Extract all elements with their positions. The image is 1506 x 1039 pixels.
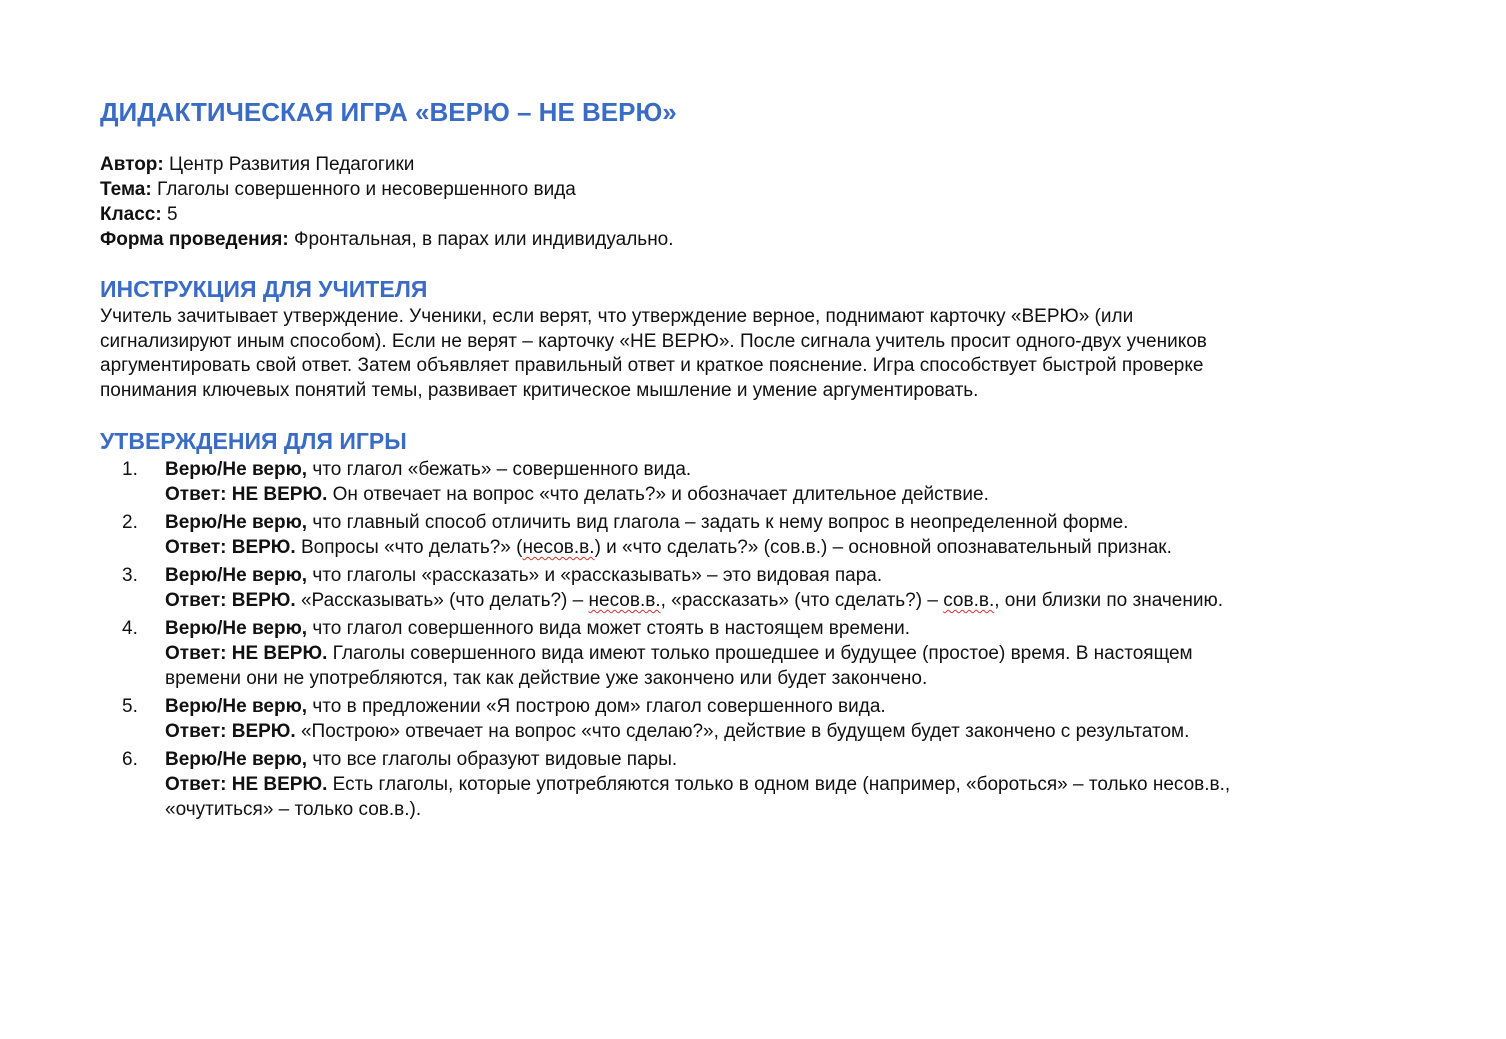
statement-text: что главный способ отличить вид глагола – задать к нему вопрос в неопределенной форме.: [307, 512, 1129, 533]
meta-value: 5: [166, 204, 178, 225]
answer-text: Глаголы совершенного вида имеют только прошедшее и будущее (простое) время. В настоящем: [327, 643, 1193, 664]
instructions-heading: ИНСТРУКЦИЯ ДЛЯ УЧИТЕЛЯ: [100, 276, 428, 302]
item-number: 1.: [122, 459, 138, 480]
list-item: [100, 694, 1406, 744]
answer-text: , они близки по значению.: [994, 590, 1223, 611]
item-answer-continued: «очутиться» – только сов.в.).: [165, 799, 422, 820]
answer-label: Ответ: ВЕРЮ.: [165, 721, 296, 742]
answer-label: Ответ: НЕ ВЕРЮ.: [165, 643, 328, 664]
statements-list: [100, 457, 1406, 822]
instructions-line: Учитель зачитывает утверждение. Ученики, если верят, что утверждение верное, поднимают карточку «ВЕРЮ» (или: [100, 306, 1134, 327]
answer-label: Ответ: ВЕРЮ.: [165, 590, 296, 611]
statement-text: что глаголы «рассказать» и «рассказывать» – это видовая пара.: [307, 565, 883, 586]
list-item: [100, 616, 1406, 691]
statement-text: что в предложении «Я построю дом» глагол совершенного вида.: [307, 696, 886, 717]
meta-label: Класс:: [100, 204, 162, 225]
item-answer: [165, 719, 1406, 744]
statement-prefix: Верю/Не верю,: [165, 618, 308, 639]
item-answer: [165, 535, 1406, 560]
item-statement: [165, 457, 1406, 482]
statements-heading: УТВЕРЖДЕНИЯ ДЛЯ ИГРЫ: [100, 428, 407, 454]
item-number: 3.: [122, 565, 138, 586]
meta-label: Форма проведения:: [100, 229, 289, 250]
meta-topic: [100, 177, 1406, 202]
meta-grade: [100, 202, 1406, 227]
statement-prefix: Верю/Не верю,: [165, 696, 308, 717]
meta-format: [100, 227, 1406, 252]
item-statement: [165, 510, 1406, 535]
meta-value: Центр Развития Педагогики: [169, 154, 415, 175]
answer-text: ) и «что сделать?» (сов.в.) – основной опознавательный признак.: [594, 537, 1172, 558]
list-item: [100, 563, 1406, 613]
instructions-line: аргументировать свой ответ. Затем объявляет правильный ответ и краткое пояснение. Игра способствует быстрой проверке: [100, 355, 1204, 376]
meta-label: Тема:: [100, 179, 152, 200]
list-item: [100, 747, 1406, 822]
spellcheck-word: несов.в.: [522, 537, 595, 558]
meta-label: Автор:: [100, 154, 164, 175]
instructions-line: сигнализируют иным способом). Если не верят – карточку «НЕ ВЕРЮ». После сигнала учитель просит одного-двух учеников: [100, 330, 1207, 352]
answer-text: Есть глаголы, которые употребляются только в одном виде (например, «бороться» – только несов.в.,: [327, 774, 1231, 795]
item-answer: [165, 482, 1406, 507]
document-title: ДИДАКТИЧЕСКАЯ ИГРА «ВЕРЮ – НЕ ВЕРЮ»: [100, 97, 677, 127]
item-statement: [165, 747, 1406, 772]
item-number: 6.: [122, 749, 138, 770]
meta-value: Глаголы совершенного и несовершенного вида: [156, 179, 576, 200]
item-answer: [165, 641, 1406, 666]
list-item: [100, 510, 1406, 560]
instructions-paragraph: [100, 305, 1406, 403]
spellcheck-word: сов.в.: [943, 590, 995, 611]
answer-text: «Рассказывать» (что делать?) –: [295, 590, 589, 611]
item-answer-continued: времени они не употребляются, так как действие уже закончено или будет закончено.: [165, 668, 928, 689]
answer-label: Ответ: НЕ ВЕРЮ.: [165, 484, 328, 505]
instructions-line: понимания ключевых понятий темы, развивает критическое мышление и умение аргументировать.: [100, 379, 979, 401]
spellcheck-word: несов.в.: [588, 590, 661, 611]
statement-prefix: Верю/Не верю,: [165, 565, 308, 586]
answer-text: Вопросы «что делать?» (: [295, 537, 523, 558]
item-number: 5.: [122, 696, 138, 717]
statement-text: что глагол совершенного вида может стоять в настоящем времени.: [307, 618, 911, 639]
item-number: 2.: [122, 512, 138, 533]
item-number: 4.: [122, 618, 138, 639]
statement-text: что глагол «бежать» – совершенного вида.: [307, 459, 692, 480]
meta-block: [100, 152, 1406, 252]
item-statement: [165, 563, 1406, 588]
item-statement: [165, 694, 1406, 719]
statement-prefix: Верю/Не верю,: [165, 459, 308, 480]
answer-label: Ответ: НЕ ВЕРЮ.: [165, 774, 328, 795]
answer-text: , «рассказать» (что сделать?) –: [660, 590, 944, 611]
answer-label: Ответ: ВЕРЮ.: [165, 537, 296, 558]
list-item: [100, 457, 1406, 507]
answer-text: Он отвечает на вопрос «что делать?» и обозначает длительное действие.: [327, 484, 989, 505]
statement-text: что все глаголы образуют видовые пары.: [307, 749, 678, 770]
meta-author: [100, 152, 1406, 177]
answer-text: «Построю» отвечает на вопрос «что сделаю?», действие в будущем будет закончено с результатом.: [295, 721, 1190, 742]
statement-prefix: Верю/Не верю,: [165, 512, 308, 533]
item-answer: [165, 588, 1406, 613]
statement-prefix: Верю/Не верю,: [165, 749, 308, 770]
item-statement: [165, 616, 1406, 641]
meta-value: Фронтальная, в парах или индивидуально.: [294, 229, 674, 250]
item-answer: [165, 772, 1406, 797]
